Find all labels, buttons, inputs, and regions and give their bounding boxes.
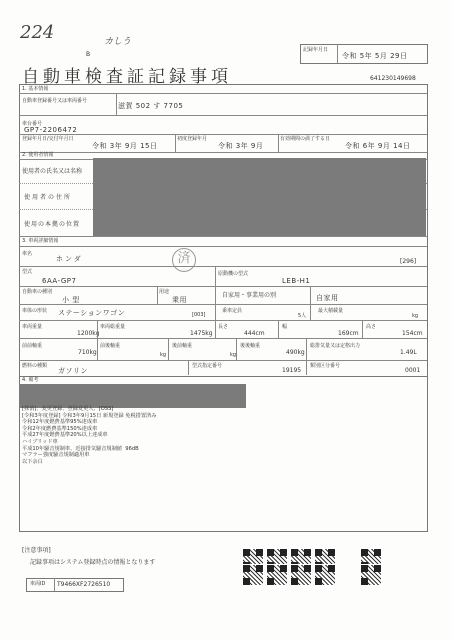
body-shape-code: [003] (192, 312, 206, 318)
remark-line: 平成27年度燃費基準20%以上達成車 (22, 432, 108, 439)
maker-label: 車名 (22, 251, 33, 257)
front-rear-axle-unit: kg (160, 352, 167, 358)
fuel-value: ガソリン (58, 367, 88, 375)
vehicle-weight-label: 車両重量 (22, 324, 43, 330)
width-label: 幅 (282, 324, 288, 330)
first-reg-label: 登録年月日/交付年月日 (22, 136, 74, 142)
remark-line: 以下余白 (22, 458, 43, 465)
qr-code-10 (360, 564, 382, 586)
chassis-label: 車台番号 (22, 121, 43, 127)
length-value: 444cm (244, 330, 265, 337)
maker-code: [296] (400, 258, 417, 265)
front-rear-axle-label: 前後軸重 (100, 343, 121, 349)
capacity-value: 5人 (298, 313, 307, 319)
capacity-label: 乗車定員 (222, 308, 243, 314)
gross-weight-label: 車両総重量 (100, 324, 126, 330)
remark-line: [令和3年度登録] 令和3年9月15日 新規登録 免税措置済み (22, 412, 157, 419)
max-load-unit: kg (412, 313, 419, 319)
remark-line: 平成10年騒音規制車、近接排気騒音規制値 96dB (22, 445, 139, 452)
front-front-axle-label: 前前軸重 (22, 343, 43, 349)
initial-reg-label: 初度登録年月 (177, 136, 208, 142)
displacement-value: 1.49L (400, 349, 417, 356)
qr-code-8 (290, 564, 312, 586)
max-load-label: 最大積載量 (318, 308, 344, 314)
redacted-user-info (93, 158, 426, 236)
designation-label: 型式指定番号 (192, 363, 223, 369)
remark-line: 令和2年度燃費基準150%達成車 (22, 425, 98, 432)
remark-line: マフラー強度騒音規制適用車 (22, 452, 90, 459)
remark-line: 令和12年度燃費基準95%達成車 (22, 419, 98, 426)
rear-front-axle-unit: kg (230, 352, 237, 358)
initial-reg-value: 令和 3年 9月 (218, 142, 264, 150)
user-name-label: 使用者の氏名又は名称 (22, 168, 83, 175)
maker-value: ホンダ (56, 255, 83, 263)
page-title: 自動車検査証記録事項 (22, 67, 232, 87)
height-value: 154cm (402, 330, 423, 337)
record-date-label: 記録年月日 (303, 47, 329, 53)
body-shape-label: 車体の形状 (22, 308, 48, 314)
b-mark: B (86, 51, 91, 58)
body-shape-value: ステーションワゴン (58, 309, 126, 317)
user-address-label: 使用者の住所 (24, 194, 73, 201)
rear-rear-axle-value: 490kg (286, 349, 305, 356)
chassis-value: GP7-2206472 (24, 126, 78, 134)
category-label: 類別区分番号 (310, 363, 341, 369)
vehicle-weight-value: 1200kg (77, 330, 100, 337)
displacement-label: 総排気量又は定格出力 (310, 343, 361, 349)
notice-text: 記録事項はシステム登録時点の情報となります (30, 559, 156, 566)
section2-label: 2. 使用者情報 (22, 152, 54, 158)
remarks-list (22, 406, 156, 465)
redacted-remarks (19, 384, 246, 408)
record-date-value: 令和 5年 5月 29日 (342, 52, 408, 60)
vehicle-type-value: 小 型 (62, 296, 80, 304)
use-value: 乗用 (172, 296, 187, 304)
width-value: 169cm (338, 330, 359, 337)
qr-code-9 (314, 564, 336, 586)
qr-code-6 (242, 564, 264, 586)
expiry-value: 令和 6年 9月 14日 (345, 142, 411, 150)
remark-line: ハイブリッド車 (22, 438, 58, 445)
section4-label: 4. 備考 (22, 377, 39, 383)
inspection-stamp: 済 (172, 248, 196, 272)
front-front-axle-value: 710kg (78, 349, 97, 356)
vehicle-id-label: 車両ID (30, 581, 46, 587)
height-label: 高さ (366, 324, 377, 330)
section1-label: 1. 基本情報 (22, 86, 49, 92)
length-label: 長さ (218, 324, 229, 330)
section3-label: 3. 車両詳細情報 (22, 238, 59, 244)
model-label: 型式 (22, 269, 33, 275)
qr-code-7 (266, 564, 288, 586)
document-number: 641230149698 (370, 75, 416, 82)
engine-label: 原動機の型式 (218, 271, 249, 277)
engine-value: LEB-H1 (282, 277, 311, 285)
vehicle-id-value: T9466XF2726510 (57, 581, 111, 588)
gross-weight-value: 1475kg (190, 330, 213, 337)
handwritten-note: カしう (104, 37, 132, 47)
reg-number-value: 滋賀 502 す 7705 (118, 102, 184, 110)
rear-front-axle-label: 後前軸重 (172, 343, 193, 349)
private-value: 自家用 (316, 294, 339, 302)
category-value: 0001 (405, 367, 421, 374)
handwritten-number: 224 (20, 22, 55, 43)
vehicle-type-label: 自動車の種別 (22, 289, 53, 295)
designation-value: 19195 (282, 367, 302, 374)
fuel-label: 燃料の種類 (22, 363, 48, 369)
expiry-label: 有効期間の満了する日 (280, 136, 331, 142)
model-value: 6AA-GP7 (42, 277, 77, 285)
notice-label: [注意事項] (22, 547, 51, 554)
rear-rear-axle-label: 後後軸重 (240, 343, 261, 349)
remark-line: [抹消]、変更登録、登録変更人、[OSS] (22, 406, 114, 412)
first-reg-value: 令和 3年 9月 15日 (92, 142, 158, 150)
private-label: 自家用・事業用の別 (222, 292, 277, 299)
base-location-label: 使用の本拠の位置 (24, 221, 81, 228)
use-label: 用途 (159, 289, 170, 295)
reg-number-label: 自動車登録番号又は車両番号 (22, 98, 88, 104)
